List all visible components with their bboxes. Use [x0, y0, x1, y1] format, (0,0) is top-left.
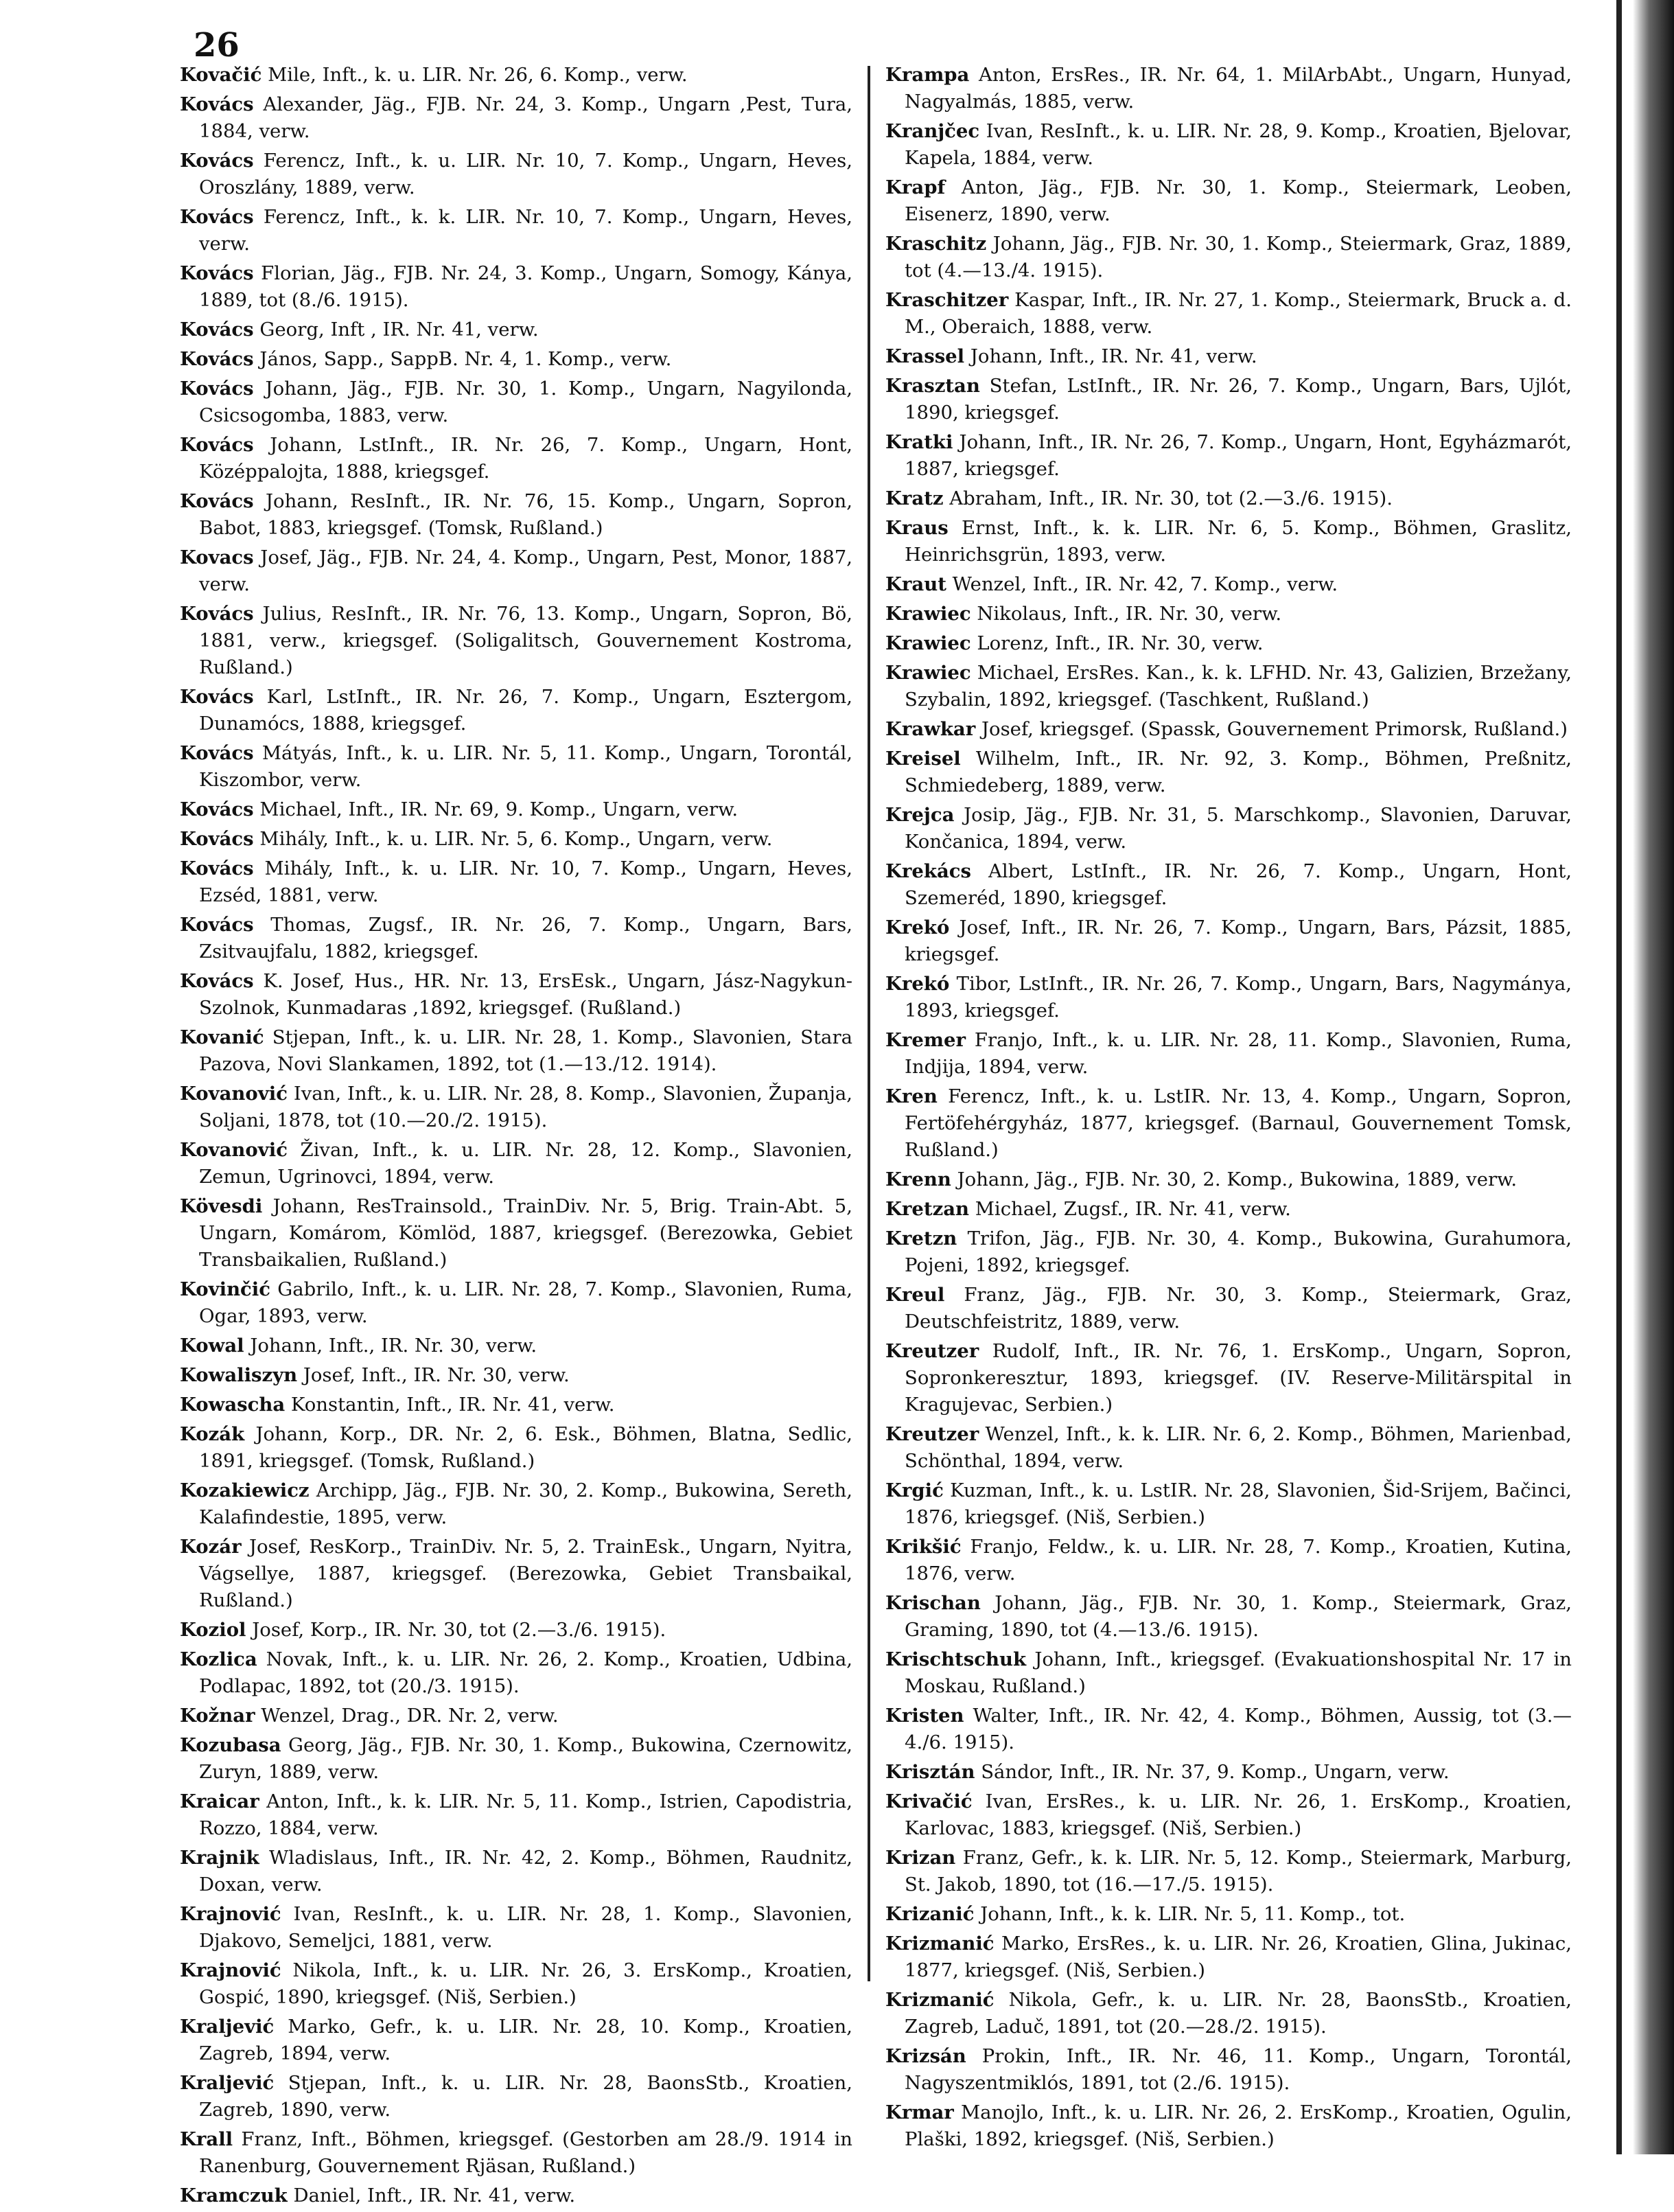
- entry-details: Ferencz, Inft., k. k. LIR. Nr. 10, 7. Komp., Ungarn, Heves, verw.: [199, 206, 852, 255]
- entry-details: Tibor, LstInft., IR. Nr. 26, 7. Komp., Ungarn, Bars, Nagymánya, 1893, kriegsgef.: [905, 973, 1572, 1022]
- entry-surname: Krizmanić: [885, 1933, 995, 1955]
- entry-details: Michael, ErsRes. Kan., k. k. LFHD. Nr. 43, Galizien, Brzežany, Szybalin, 1892, kriegsgef. (Taschkent, Rußland.): [905, 662, 1572, 711]
- entry-surname: Krekács: [885, 860, 971, 882]
- entry-details: Johann, LstInft., IR. Nr. 26, 7. Komp., Ungarn, Hont, Középpalojta, 1888, kriegsgef.: [199, 434, 852, 483]
- entry-details: Marko, ErsRes., k. u. LIR. Nr. 26, Kroatien, Glina, Jukinac, 1877, kriegsgef. (Niš, Serbien.): [905, 1933, 1572, 1981]
- entry-details: Sándor, Inft., IR. Nr. 37, 9. Komp., Ungarn, verw.: [975, 1761, 1450, 1783]
- entry-surname: Kovács: [180, 828, 254, 850]
- entry-surname: Kovács: [180, 742, 254, 764]
- list-item: [180, 826, 852, 853]
- entry-surname: Kowascha: [180, 1394, 286, 1416]
- list-item: [180, 1333, 852, 1359]
- list-item: [180, 1901, 852, 1955]
- entry-surname: Kovačić: [180, 64, 262, 86]
- entry-surname: Krampa: [885, 64, 970, 86]
- entry-surname: Kovanović: [180, 1083, 288, 1105]
- entry-surname: Kovács: [180, 206, 254, 228]
- list-item: [180, 260, 852, 314]
- entry-surname: Krawiec: [885, 603, 971, 625]
- list-item: [885, 914, 1572, 968]
- entry-details: Mile, Inft., k. u. LIR. Nr. 26, 6. Komp., verw.: [261, 64, 688, 86]
- entry-surname: Kramczuk: [180, 2185, 288, 2207]
- entry-details: Johann, Jäg., FJB. Nr. 30, 2. Komp., Bukowina, 1889, verw.: [951, 1168, 1518, 1190]
- entry-surname: Kovinčić: [180, 1278, 270, 1300]
- list-item: [885, 601, 1572, 627]
- entry-details: Albert, LstInft., IR. Nr. 26, 7. Komp., Ungarn, Hont, Szemeréd, 1890, kriegsgef.: [905, 860, 1572, 909]
- list-item: [180, 346, 852, 373]
- list-item: [180, 2014, 852, 2067]
- entry-details: Josef, ResKorp., TrainDiv. Nr. 5, 2. TrainEsk., Ungarn, Nyitra, Vágsellye, 1887, kriegsgef. (Berezowka, Gebiet Transbaikal, Rußland.): [199, 1536, 852, 1611]
- list-item: [885, 971, 1572, 1024]
- entry-details: Franz, Inft., Böhmen, kriegsgef. (Gestorben am 28./9. 1914 in Ranenburg, Gouvernement Rjäsan, Rußland.): [199, 2128, 852, 2177]
- list-item: [885, 515, 1572, 568]
- entry-surname: Krekó: [885, 973, 950, 995]
- list-item: [885, 118, 1572, 172]
- entry-details: Johann, ResInft., IR. Nr. 76, 15. Komp., Ungarn, Sopron, Babot, 1883, kriegsgef. (Tomsk, Rußland.): [199, 490, 852, 539]
- entry-details: Franz, Jäg., FJB. Nr. 30, 3. Komp., Steiermark, Graz, Deutschfeistritz, 1889, verw.: [905, 1284, 1572, 1333]
- entry-surname: Kristen: [885, 1705, 964, 1727]
- entry-surname: Kreisel: [885, 748, 961, 770]
- entry-details: Walter, Inft., IR. Nr. 42, 4. Komp., Böhmen, Aussig, tot (3.—4./6. 1915).: [905, 1705, 1572, 1753]
- entry-surname: Krischan: [885, 1592, 981, 1614]
- page-edge-shadow: [1616, 0, 1622, 2154]
- entry-surname: Kozár: [180, 1536, 242, 1558]
- entry-details: Konstantin, Inft., IR. Nr. 41, verw.: [285, 1394, 615, 1416]
- entry-details: Johann, Korp., DR. Nr. 2, 6. Esk., Böhmen, Blatna, Sedlic, 1891, kriegsgef. (Tomsk, Rußland.): [199, 1423, 852, 1472]
- entry-details: Mihály, Inft., k. u. LIR. Nr. 5, 6. Komp., Ungarn, verw.: [253, 828, 773, 850]
- entry-details: Marko, Gefr., k. u. LIR. Nr. 28, 10. Komp., Kroatien, Zagreb, 1894, verw.: [199, 2016, 852, 2064]
- entry-details: Wladislaus, Inft., IR. Nr. 42, 2. Komp., Böhmen, Raudnitz, Doxan, verw.: [199, 1847, 852, 1896]
- list-item: [180, 1421, 852, 1475]
- list-item: [885, 858, 1572, 912]
- column-divider: [868, 66, 870, 1981]
- entry-details: Josip, Jäg., FJB. Nr. 31, 5. Marschkomp., Slavonien, Daruvar, Končanica, 1894, verw.: [905, 804, 1572, 853]
- entry-surname: Kreutzer: [885, 1340, 979, 1362]
- entry-surname: Kraut: [885, 573, 946, 595]
- list-item: [180, 1392, 852, 1418]
- list-item: [885, 373, 1572, 426]
- entry-details: Abraham, Inft., IR. Nr. 30, tot (2.—3./6. 1915).: [943, 487, 1393, 509]
- entry-details: Ivan, ErsRes., k. u. LIR. Nr. 26, 1. ErsKomp., Kroatien, Karlovac, 1883, kriegsgef. (Niš, Serbien.): [905, 1790, 1572, 1839]
- entry-details: Stjepan, Inft., k. u. LIR. Nr. 28, BaonsStb., Kroatien, Zagreb, 1890, verw.: [199, 2072, 852, 2121]
- list-item: [885, 1282, 1572, 1335]
- list-item: [885, 2043, 1572, 2097]
- list-item: [885, 716, 1572, 743]
- list-item: [180, 62, 852, 89]
- list-item: [885, 1703, 1572, 1756]
- list-item: [180, 488, 852, 542]
- entry-details: Josef, Inft., IR. Nr. 26, 7. Komp., Ungarn, Bars, Pázsit, 1885, kriegsgef.: [905, 917, 1572, 965]
- entry-surname: Kovács: [180, 490, 254, 512]
- right-column: [885, 62, 1572, 2156]
- entry-details: Novak, Inft., k. u. LIR. Nr. 26, 2. Komp., Kroatien, Udbina, Podlapac, 1892, tot (20./3. 1915).: [199, 1648, 852, 1697]
- list-item: [180, 1024, 852, 1078]
- entry-surname: Kovács: [180, 970, 254, 992]
- list-item: [885, 1987, 1572, 2040]
- list-item: [180, 432, 852, 485]
- entry-surname: Kraljević: [180, 2072, 275, 2094]
- list-item: [885, 802, 1572, 855]
- entry-details: Ferencz, Inft., k. u. LIR. Nr. 10, 7. Komp., Ungarn, Heves, Oroszlány, 1889, verw.: [199, 150, 852, 198]
- entry-surname: Krajnik: [180, 1847, 259, 1869]
- entry-surname: Krizanić: [885, 1903, 975, 1925]
- list-item: [180, 855, 852, 909]
- entry-surname: Kozakiewicz: [180, 1479, 310, 1501]
- entry-surname: Kovanović: [180, 1139, 288, 1161]
- entry-details: Johann, Inft., IR. Nr. 41, verw.: [964, 345, 1257, 367]
- entry-surname: Kreutzer: [885, 1423, 979, 1445]
- list-item: [885, 1646, 1572, 1700]
- entry-details: Karl, LstInft., IR. Nr. 26, 7. Komp., Ungarn, Esztergom, Dunamócs, 1888, kriegsgef.: [199, 686, 852, 735]
- entry-surname: Kretzn: [885, 1228, 957, 1249]
- entry-surname: Krischtschuk: [885, 1648, 1027, 1670]
- list-item: [885, 429, 1572, 483]
- entry-details: Franjo, Inft., k. u. LIR. Nr. 28, 11. Komp., Slavonien, Ruma, Indjija, 1894, verw.: [905, 1029, 1572, 1078]
- entry-surname: Kovács: [180, 857, 254, 879]
- entry-surname: Kovanić: [180, 1026, 264, 1048]
- list-item: [180, 796, 852, 823]
- list-item: [180, 1081, 852, 1134]
- list-item: [885, 2099, 1572, 2153]
- entry-surname: Krajnović: [180, 1959, 281, 1981]
- entry-details: Wenzel, Inft., k. k. LIR. Nr. 6, 2. Komp., Böhmen, Marienbad, Schönthal, 1894, verw.: [905, 1423, 1572, 1472]
- list-item: [885, 660, 1572, 713]
- list-item: [180, 684, 852, 737]
- entry-surname: Kozubasa: [180, 1734, 281, 1756]
- list-item: [180, 1732, 852, 1786]
- entry-details: Wenzel, Inft., IR. Nr. 42, 7. Komp., verw.: [946, 573, 1338, 595]
- entry-surname: Krawiec: [885, 662, 971, 684]
- list-item: [885, 1027, 1572, 1081]
- entry-surname: Krapf: [885, 176, 946, 198]
- entry-details: Johann, Jäg., FJB. Nr. 30, 1. Komp., Ungarn, Nagyilonda, Csicsogomba, 1883, verw.: [199, 378, 852, 426]
- entry-surname: Kövesdi: [180, 1195, 263, 1217]
- entry-details: Anton, ErsRes., IR. Nr. 64, 1. MilArbAbt., Ungarn, Hunyad, Nagyalmás, 1885, verw.: [905, 64, 1572, 113]
- entry-surname: Krawiec: [885, 632, 971, 654]
- entry-surname: Kraschitz: [885, 233, 987, 255]
- entry-details: Florian, Jäg., FJB. Nr. 24, 3. Komp., Ungarn, Somogy, Kánya, 1889, tot (8./6. 1915).: [199, 262, 852, 311]
- entry-details: Trifon, Jäg., FJB. Nr. 30, 4. Komp., Bukowina, Gurahumora, Pojeni, 1892, kriegsgef.: [905, 1228, 1572, 1276]
- entry-surname: Kowaliszyn: [180, 1364, 298, 1386]
- list-item: [885, 231, 1572, 284]
- list-item: [885, 1534, 1572, 1587]
- entry-details: Nikolaus, Inft., IR. Nr. 30, verw.: [970, 603, 1282, 625]
- entry-details: Kaspar, Inft., IR. Nr. 27, 1. Komp., Steiermark, Bruck a. d. M., Oberaich, 1888, verw.: [905, 289, 1572, 338]
- list-item: [180, 316, 852, 343]
- entry-details: Georg, Inft , IR. Nr. 41, verw.: [253, 319, 539, 341]
- entry-details: János, Sapp., SappB. Nr. 4, 1. Komp., verw.: [253, 348, 672, 370]
- entry-details: Josef, kriegsgef. (Spassk, Gouvernement Primorsk, Rußland.): [975, 718, 1568, 740]
- entry-surname: Krgić: [885, 1479, 944, 1501]
- entry-surname: Krizmanić: [885, 1989, 995, 2011]
- entry-surname: Kraus: [885, 517, 949, 539]
- entry-details: Johann, Jäg., FJB. Nr. 30, 1. Komp., Steiermark, Graz, 1889, tot (4.—13./4. 1915).: [905, 233, 1572, 281]
- entry-surname: Kozlica: [180, 1648, 257, 1670]
- entry-details: Alexander, Jäg., FJB. Nr. 24, 3. Komp., Ungarn ,Pest, Tura, 1884, verw.: [199, 93, 852, 142]
- list-item: [180, 1646, 852, 1700]
- entry-surname: Kovács: [180, 434, 254, 456]
- list-item: [885, 1083, 1572, 1164]
- entry-surname: Kowal: [180, 1335, 244, 1357]
- entry-surname: Kremer: [885, 1029, 966, 1051]
- list-item: [885, 1901, 1572, 1928]
- entry-details: Franz, Gefr., k. k. LIR. Nr. 5, 12. Komp., Steiermark, Marburg, St. Jakob, 1890, tot (16.—17./5. 1915).: [905, 1847, 1572, 1896]
- entry-surname: Krassel: [885, 345, 965, 367]
- list-item: [180, 1276, 852, 1330]
- entry-details: Anton, Inft., k. k. LIR. Nr. 5, 11. Komp., Istrien, Capodistria, Rozzo, 1884, verw.: [199, 1790, 852, 1839]
- list-item: [180, 1617, 852, 1644]
- entry-surname: Kovács: [180, 914, 254, 936]
- entry-surname: Krivačić: [885, 1790, 973, 1812]
- entry-surname: Kovács: [180, 378, 254, 400]
- entry-surname: Krikšić: [885, 1536, 962, 1558]
- entry-details: Johann, Inft., k. k. LIR. Nr. 5, 11. Komp., tot.: [974, 1903, 1406, 1925]
- list-item: [885, 287, 1572, 341]
- entry-surname: Kovács: [180, 686, 254, 708]
- entry-details: Johann, Inft., IR. Nr. 30, verw.: [244, 1335, 537, 1357]
- entry-surname: Kren: [885, 1085, 938, 1107]
- list-item: [180, 376, 852, 429]
- list-item: [885, 1931, 1572, 1984]
- entry-details: Mihály, Inft., k. u. LIR. Nr. 10, 7. Komp., Ungarn, Heves, Ezséd, 1881, verw.: [199, 857, 852, 906]
- entry-surname: Kovács: [180, 603, 254, 625]
- entry-surname: Krasztan: [885, 375, 980, 397]
- entry-details: Johann, ResTrainsold., TrainDiv. Nr. 5, Brig. Train-Abt. 5, Ungarn, Komárom, Kömlöd, 1887, kriegsgef. (Berezowka, Gebiet Transbaikalien, Rußland.): [199, 1195, 852, 1271]
- list-item: [885, 1759, 1572, 1786]
- entry-surname: Kovacs: [180, 546, 254, 568]
- entry-details: Mátyás, Inft., k. u. LIR. Nr. 5, 11. Komp., Ungarn, Torontál, Kiszombor, verw.: [199, 742, 852, 791]
- entry-details: Johann, Jäg., FJB. Nr. 30, 1. Komp., Steiermark, Graz, Graming, 1890, tot (4.—13./6. 1915).: [905, 1592, 1572, 1641]
- list-item: [180, 1362, 852, 1389]
- list-item: [885, 1196, 1572, 1223]
- entry-surname: Kraljević: [180, 2016, 275, 2038]
- entry-surname: Kraicar: [180, 1790, 259, 1812]
- entry-details: Anton, Jäg., FJB. Nr. 30, 1. Komp., Steiermark, Leoben, Eisenerz, 1890, verw.: [905, 176, 1572, 225]
- list-item: [180, 2070, 852, 2123]
- list-item: [180, 1957, 852, 2011]
- entry-surname: Kovács: [180, 798, 254, 820]
- entry-details: K. Josef, Hus., HR. Nr. 13, ErsEsk., Ungarn, Jász-Nagykun-Szolnok, Kunmadaras ,1892, kriegsgef. (Rußland.): [199, 970, 852, 1019]
- entry-details: Josef, Korp., IR. Nr. 30, tot (2.—3./6. 1915).: [246, 1619, 666, 1641]
- entry-details: Stefan, LstInft., IR. Nr. 26, 7. Komp., Ungarn, Bars, Ujlót, 1890, kriegsgef.: [905, 375, 1572, 424]
- entry-details: Thomas, Zugsf., IR. Nr. 26, 7. Komp., Ungarn, Bars, Zsitvaujfalu, 1882, kriegsgef.: [199, 914, 852, 963]
- list-item: [180, 2182, 852, 2209]
- entry-details: Michael, Inft., IR. Nr. 69, 9. Komp., Ungarn, verw.: [253, 798, 739, 820]
- entry-details: Rudolf, Inft., IR. Nr. 76, 1. ErsKomp., Ungarn, Sopron, Sopronkeresztur, 1893, kriegsgef. (IV. Reserve-Militärspital in Kragujevac, Serbien.): [905, 1340, 1572, 1416]
- list-item: [180, 148, 852, 201]
- list-item: [180, 544, 852, 598]
- list-item: [885, 1166, 1572, 1193]
- list-item: [885, 1590, 1572, 1644]
- list-item: [180, 740, 852, 794]
- entry-details: Johann, Inft., IR. Nr. 26, 7. Komp., Ungarn, Hont, Egyházmarót, 1887, kriegsgef.: [905, 431, 1572, 480]
- entry-details: Ferencz, Inft., k. u. LstIR. Nr. 13, 4. Komp., Ungarn, Sopron, Fertöfehérgyház, 1877, kriegsgef. (Barnaul, Gouvernement Tomsk, Rußland.): [905, 1085, 1572, 1161]
- entry-surname: Krmar: [885, 2101, 954, 2123]
- list-item: [885, 1421, 1572, 1475]
- entry-details: Lorenz, Inft., IR. Nr. 30, verw.: [970, 632, 1264, 654]
- entry-details: Wenzel, Drag., DR. Nr. 2, verw.: [255, 1705, 559, 1727]
- entry-surname: Kranjčec: [885, 120, 980, 142]
- entry-details: Josef, Jäg., FJB. Nr. 24, 4. Komp., Ungarn, Pest, Monor, 1887, verw.: [199, 546, 852, 595]
- entry-details: Gabrilo, Inft., k. u. LIR. Nr. 28, 7. Komp., Slavonien, Ruma, Ogar, 1893, verw.: [199, 1278, 852, 1327]
- list-item: [180, 204, 852, 257]
- list-item: [180, 1193, 852, 1274]
- list-item: [885, 485, 1572, 512]
- list-item: [885, 1225, 1572, 1279]
- list-item: [180, 968, 852, 1022]
- entry-surname: Kratz: [885, 487, 944, 509]
- book-binding-edge: [1633, 0, 1674, 2154]
- entry-surname: Kovács: [180, 348, 254, 370]
- page-number: 26: [194, 26, 240, 65]
- entry-details: Wilhelm, Inft., IR. Nr. 92, 3. Komp., Böhmen, Preßnitz, Schmiedeberg, 1889, verw.: [905, 748, 1572, 796]
- list-item: [180, 1788, 852, 1842]
- entry-details: Stjepan, Inft., k. u. LIR. Nr. 28, 1. Komp., Slavonien, Stara Pazova, Novi Slankamen, 1892, tot (1.—13./12. 1914).: [199, 1026, 852, 1075]
- list-item: [885, 571, 1572, 598]
- entry-surname: Koziol: [180, 1619, 246, 1641]
- list-item: [885, 630, 1572, 657]
- entry-surname: Krisztán: [885, 1761, 975, 1783]
- entry-details: Živan, Inft., k. u. LIR. Nr. 28, 12. Komp., Slavonien, Zemun, Ugrinovci, 1894, verw.: [199, 1139, 852, 1188]
- list-item: [180, 1477, 852, 1531]
- entry-surname: Krejca: [885, 804, 955, 826]
- list-item: [180, 1534, 852, 1614]
- list-item: [180, 1137, 852, 1190]
- entry-surname: Kretzan: [885, 1198, 970, 1220]
- list-item: [885, 1338, 1572, 1418]
- entry-details: Ernst, Inft., k. k. LIR. Nr. 6, 5. Komp., Böhmen, Graslitz, Heinrichsgrün, 1893, verw.: [905, 517, 1572, 566]
- entry-surname: Krekó: [885, 917, 950, 938]
- entry-surname: Krizan: [885, 1847, 956, 1869]
- entry-details: Ivan, ResInft., k. u. LIR. Nr. 28, 9. Komp., Kroatien, Bjelovar, Kapela, 1884, verw.: [905, 120, 1572, 169]
- entry-surname: Kreul: [885, 1284, 945, 1306]
- entry-surname: Kozák: [180, 1423, 245, 1445]
- entry-details: Ivan, Inft., k. u. LIR. Nr. 28, 8. Komp., Slavonien, Županja, Soljani, 1878, tot (10.—20./2. 1915).: [199, 1083, 852, 1131]
- entry-surname: Krenn: [885, 1168, 951, 1190]
- list-item: [180, 91, 852, 145]
- list-item: [885, 343, 1572, 370]
- entry-surname: Kovács: [180, 319, 254, 341]
- list-item: [180, 1703, 852, 1729]
- entry-surname: Krall: [180, 2128, 233, 2150]
- entry-details: Georg, Jäg., FJB. Nr. 30, 1. Komp., Bukowina, Czernowitz, Zuryn, 1889, verw.: [199, 1734, 852, 1783]
- list-item: [180, 2126, 852, 2180]
- list-item: [180, 1845, 852, 1898]
- entry-details: Kuzman, Inft., k. u. LstIR. Nr. 28, Slavonien, Šid-Srijem, Bačinci, 1876, kriegsgef. (Niš, Serbien.): [905, 1479, 1572, 1528]
- list-item: [180, 601, 852, 681]
- entry-details: Archipp, Jäg., FJB. Nr. 30, 2. Komp., Bukowina, Sereth, Kalafindestie, 1895, verw.: [199, 1479, 852, 1528]
- entry-details: Michael, Zugsf., IR. Nr. 41, verw.: [969, 1198, 1291, 1220]
- entry-details: Ivan, ResInft., k. u. LIR. Nr. 28, 1. Komp., Slavonien, Djakovo, Semeljci, 1881, verw.: [199, 1903, 852, 1952]
- entry-surname: Kožnar: [180, 1705, 255, 1727]
- entry-details: Prokin, Inft., IR. Nr. 46, 11. Komp., Ungarn, Torontál, Nagyszentmiklós, 1891, tot (2./6. 1915).: [905, 2045, 1572, 2094]
- entry-details: Manojlo, Inft., k. u. LIR. Nr. 26, 2. ErsKomp., Kroatien, Ogulin, Plaški, 1892, kriegsgef. (Niš, Serbien.): [905, 2101, 1572, 2150]
- entry-details: Franjo, Feldw., k. u. LIR. Nr. 28, 7. Komp., Kroatien, Kutina, 1876, verw.: [905, 1536, 1572, 1585]
- entry-surname: Krizsán: [885, 2045, 966, 2067]
- entry-surname: Kraschitzer: [885, 289, 1009, 311]
- entry-details: Nikola, Inft., k. u. LIR. Nr. 26, 3. ErsKomp., Kroatien, Gospić, 1890, kriegsgef. (Niš, Serbien.): [199, 1959, 852, 2008]
- list-item: [885, 1477, 1572, 1531]
- entry-details: Julius, ResInft., IR. Nr. 76, 13. Komp., Ungarn, Sopron, Bö, 1881, verw., kriegsgef. (Soligalitsch, Gouvernement Kostroma, Rußland.): [199, 603, 852, 678]
- list-item: [885, 1845, 1572, 1898]
- entry-details: Johann, Inft., kriegsgef. (Evakuationshospital Nr. 17 in Moskau, Rußland.): [905, 1648, 1572, 1697]
- entry-surname: Kratki: [885, 431, 953, 453]
- entry-details: Daniel, Inft., IR. Nr. 41, verw.: [287, 2185, 576, 2207]
- entry-details: Josef, Inft., IR. Nr. 30, verw.: [297, 1364, 570, 1386]
- list-item: [180, 912, 852, 965]
- list-item: [885, 746, 1572, 799]
- entry-surname: Kovács: [180, 93, 254, 115]
- entry-details: Nikola, Gefr., k. u. LIR. Nr. 28, BaonsStb., Kroatien, Zagreb, Laduč, 1891, tot (20.—28./2. 1915).: [905, 1989, 1572, 2038]
- left-column: [180, 62, 852, 2212]
- list-item: [885, 174, 1572, 228]
- entry-surname: Krajnović: [180, 1903, 281, 1925]
- list-item: [885, 1788, 1572, 1842]
- entry-surname: Kovács: [180, 150, 254, 172]
- entry-surname: Krawkar: [885, 718, 976, 740]
- list-item: [885, 62, 1572, 115]
- entry-surname: Kovács: [180, 262, 254, 284]
